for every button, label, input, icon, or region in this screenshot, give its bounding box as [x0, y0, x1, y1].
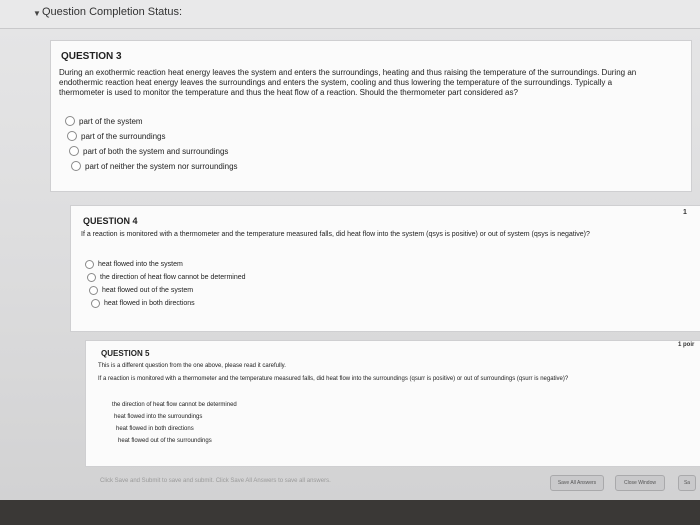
question-3-option[interactable]: [69, 146, 228, 156]
radio-button[interactable]: [65, 116, 75, 126]
footer-instructions: Click Save and Submit to save and submit. Click Save All Answers to save all answers.: [100, 478, 331, 484]
option-label: heat flowed out of the surroundings: [118, 438, 212, 444]
option-label: part of the surroundings: [81, 131, 166, 141]
question-4-option[interactable]: [85, 260, 183, 269]
radio-button[interactable]: [87, 273, 96, 282]
question-5-option[interactable]: [116, 426, 194, 432]
chevron-down-icon[interactable]: ▼: [33, 9, 41, 18]
radio-button[interactable]: [67, 131, 77, 141]
save-all-answers-button[interactable]: Save All Answers: [550, 475, 604, 491]
question-3-text: During an exothermic reaction heat energy leaves the system and enters the surroundings, heating and thus raising the temperature of the surroundings. During an endothermic reaction heat energy leaves the surroundings and enters the system, cooling and thus lowering the temperature of the surroundings. Typically a thermometer is used to monitor the temperature and thus the heat flow of a reaction. Should the thermometer part considered as?: [59, 68, 637, 97]
question-4-option[interactable]: [87, 273, 246, 282]
question-5-text: If a reaction is monitored with a thermometer and the temperature measured falls, did heat flow into the surroundings (qsurr is positive) or out of surroundings (qsurr is negative)?: [98, 376, 569, 382]
question-5-intro: This is a different question from the one above, please read it carefully.: [98, 363, 286, 369]
question-4-text: If a reaction is monitored with a thermometer and the temperature measured falls, did heat flow into the system (qsys is positive) or out of system (qsys is negative)?: [81, 231, 590, 238]
submission-footer: [80, 470, 700, 494]
radio-button[interactable]: [71, 161, 81, 171]
question-5-card: [85, 340, 700, 467]
question-5-option[interactable]: [114, 414, 202, 420]
question-4-option[interactable]: [91, 299, 195, 308]
radio-button[interactable]: [85, 260, 94, 269]
option-label: heat flowed into the surroundings: [114, 414, 203, 420]
option-label: part of the system: [79, 116, 143, 126]
question-4-points: 1: [683, 209, 687, 216]
question-5-heading: QUESTION 5: [101, 349, 150, 358]
question-3-heading: QUESTION 3: [61, 51, 122, 62]
question-completion-status-bar[interactable]: [0, 0, 700, 29]
close-window-button[interactable]: Close Window: [615, 475, 665, 491]
question-completion-status-label: Question Completion Status:: [42, 6, 183, 18]
option-label: the direction of heat flow cannot be determined: [112, 402, 237, 408]
question-5-option[interactable]: [118, 438, 212, 444]
question-4-option[interactable]: [89, 286, 193, 295]
option-label: heat flowed out of the system: [102, 287, 194, 294]
question-4-card: [70, 205, 700, 332]
option-label: the direction of heat flow cannot be determined: [100, 274, 246, 281]
option-label: part of both the system and surroundings: [83, 146, 229, 156]
save-and-submit-button[interactable]: Sa: [678, 475, 696, 491]
question-5-option[interactable]: [112, 402, 237, 408]
radio-button[interactable]: [89, 286, 98, 295]
option-label: heat flowed in both directions: [104, 300, 195, 307]
option-label: part of neither the system nor surroundings: [85, 161, 238, 171]
radio-button[interactable]: [69, 146, 79, 156]
question-3-option[interactable]: [67, 131, 166, 141]
question-3-card: [50, 40, 692, 192]
option-label: heat flowed into the system: [98, 261, 183, 268]
question-3-option[interactable]: [65, 116, 143, 126]
question-4-heading: QUESTION 4: [83, 216, 138, 226]
radio-button[interactable]: [91, 299, 100, 308]
question-3-option[interactable]: [71, 161, 238, 171]
question-5-points: 1 poir: [678, 342, 695, 348]
option-label: heat flowed in both directions: [116, 426, 194, 432]
